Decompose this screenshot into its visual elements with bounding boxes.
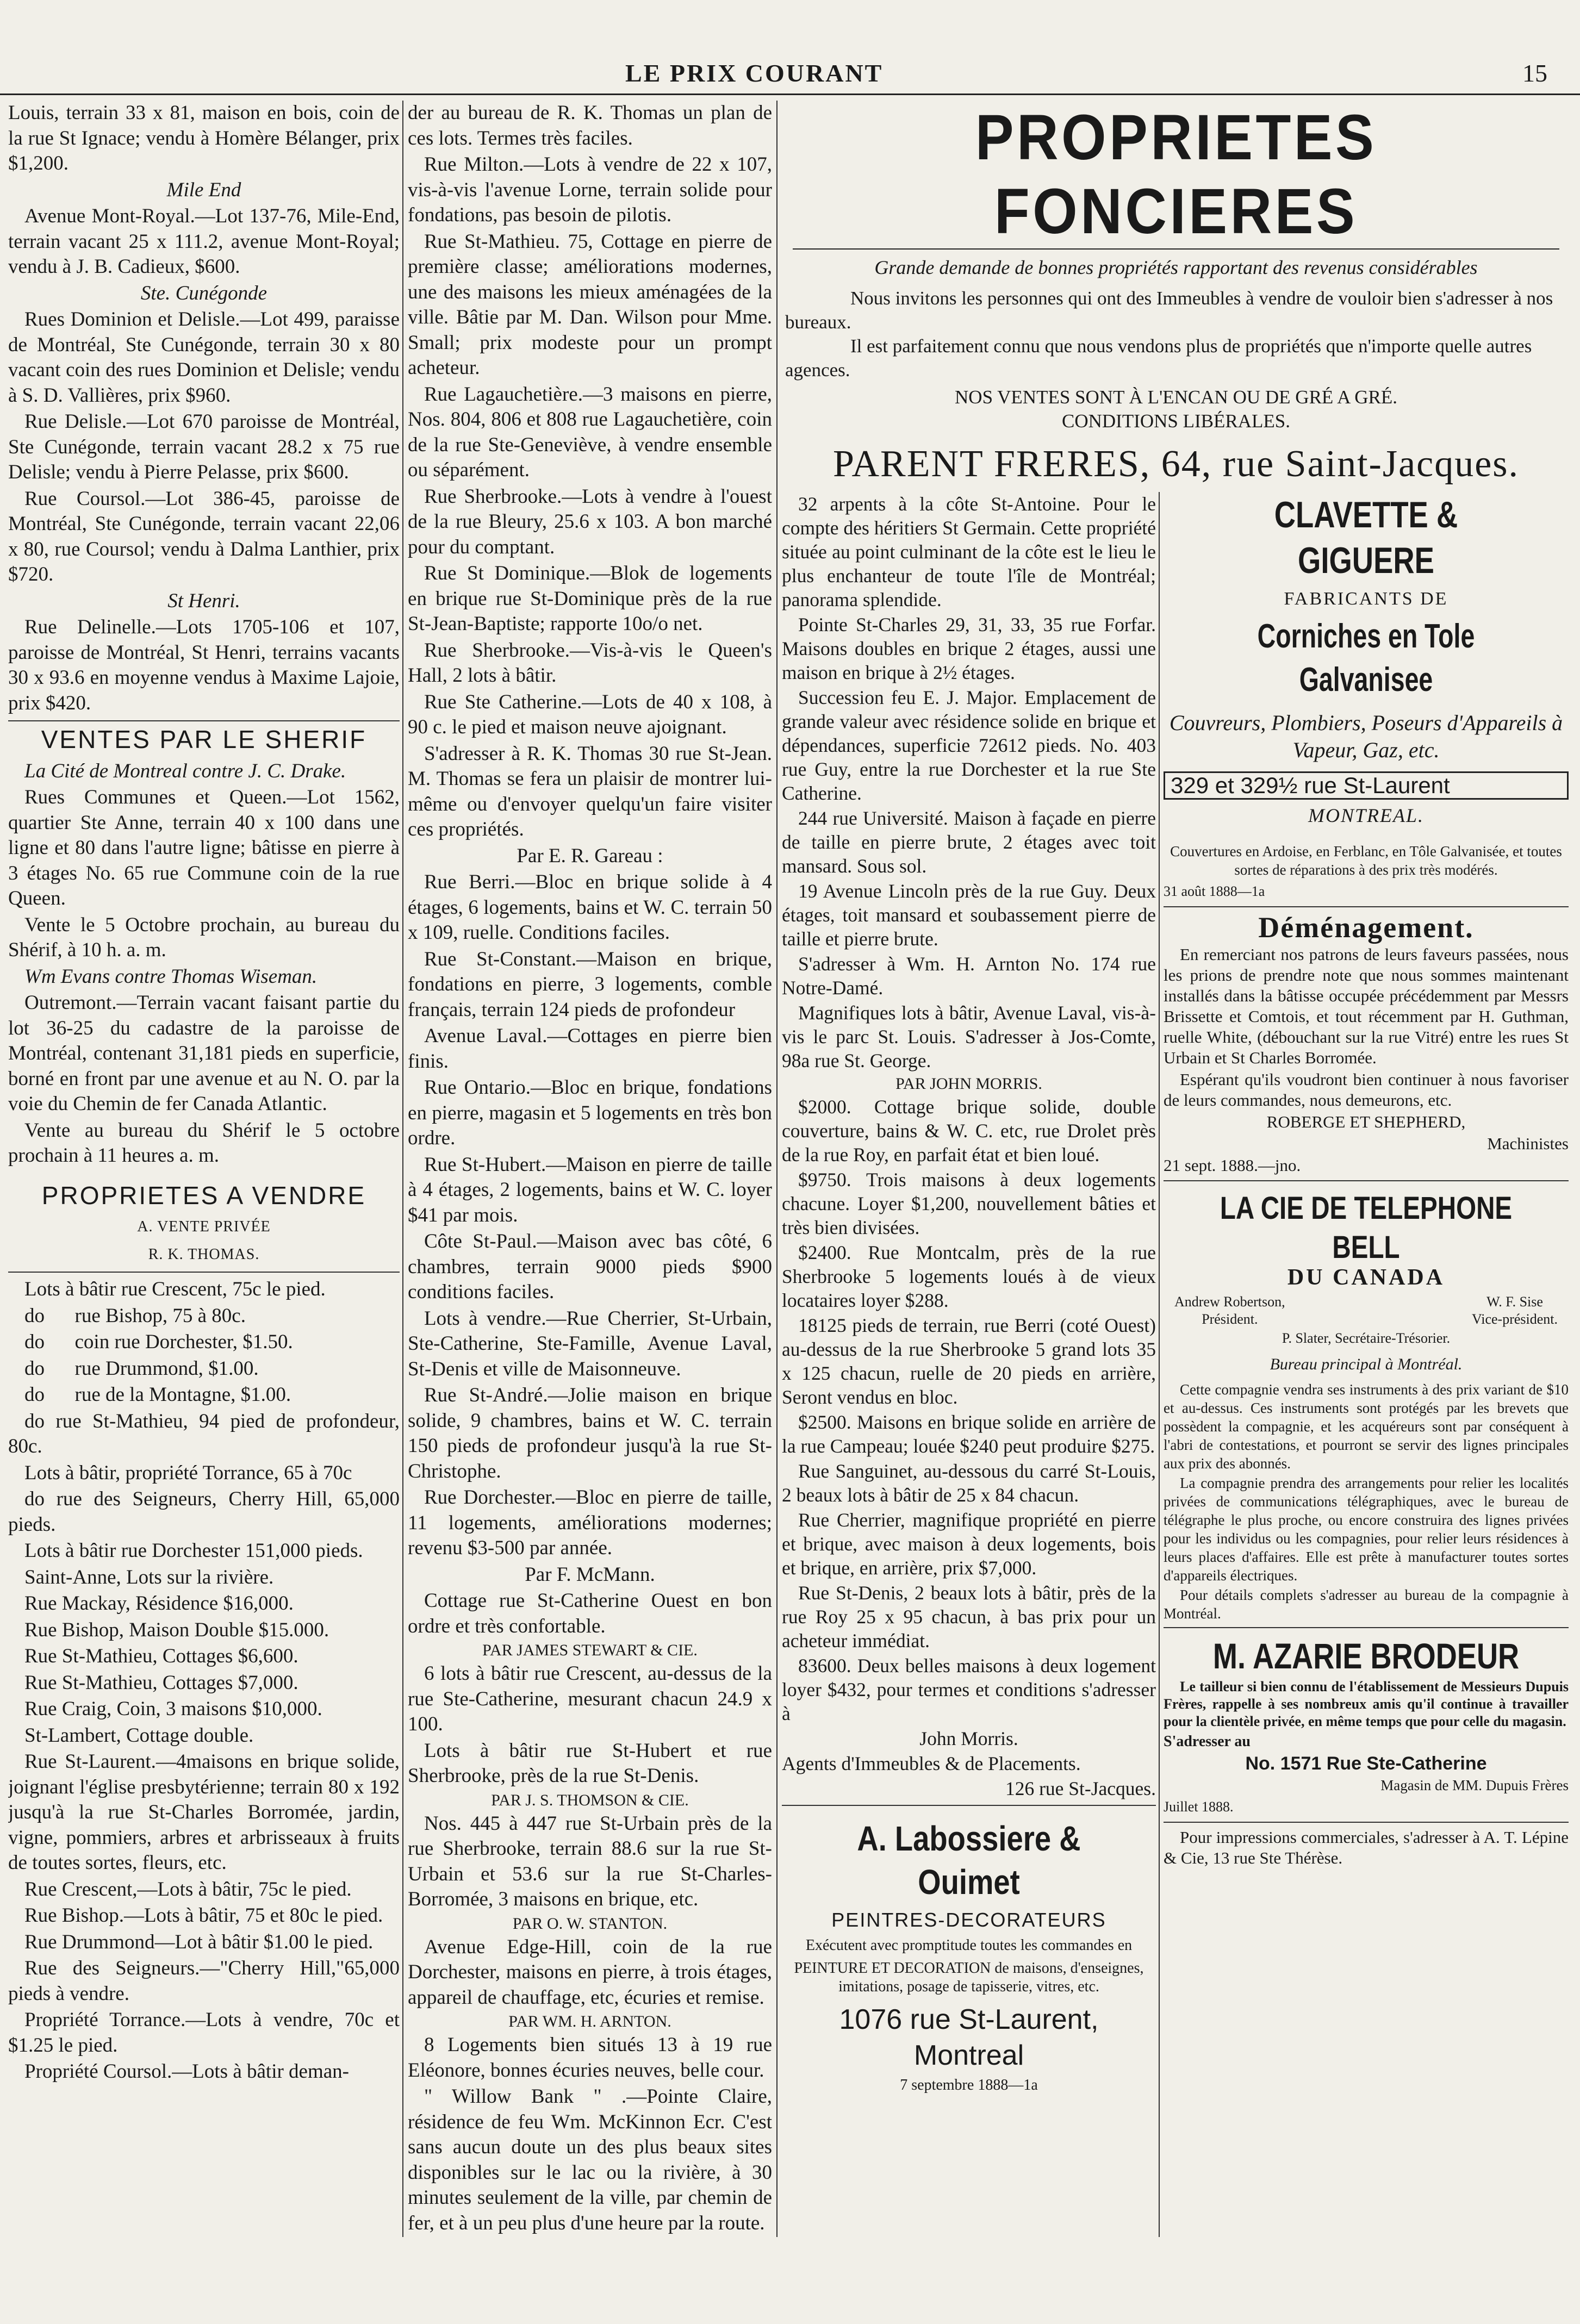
officer — [1472, 1293, 1558, 1328]
officer — [1174, 1293, 1285, 1328]
list-item: Lots à bâtir, propriété Torrance, 65 à 70c — [24, 1461, 352, 1484]
section-heading: Mile End — [166, 178, 241, 201]
paragraph: Rue Bishop.—Lots à bâtir, 75 et 80c le pied. — [24, 1904, 383, 1927]
paragraph: Rue Sherbrooke.—Vis-à-vis le Queen's Hall, 2 lots à bâtir. — [408, 639, 772, 687]
paragraph: Propriété Coursol.—Lots à bâtir deman- — [24, 2060, 350, 2083]
paragraph: Côte St-Paul.—Maison avec bas côté, 6 chambres, terrain 9000 pieds $900 conditions faciles. — [408, 1230, 772, 1303]
paragraph: S'adresser à Wm. H. Arnton No. 174 rue Notre-Damé. — [782, 953, 1156, 999]
paragraph: Pour impressions commerciales, s'adresser à A. T. Lépine & Cie, 13 rue Ste Thérèse. — [1164, 1828, 1569, 1867]
proprietes-foncieres-banner — [782, 101, 1570, 488]
agent-heading: Par F. McMann. — [525, 1563, 655, 1586]
list-item: Saint-Anne, Lots sur la rivière. — [24, 1566, 274, 1588]
list-item: Rue St-Mathieu, Cottages $7,000. — [24, 1671, 298, 1694]
agent-heading: PAR JOHN MORRIS. — [895, 1075, 1042, 1093]
paragraph: Rue Delisle.—Lot 670 paroisse de Montréal, Ste Cunégonde, terrain vacant 28.2 x 75 rue Delisle; vendu à Pierre Pelasse, prix $600. — [8, 410, 400, 483]
ad-address: 1076 rue St-Laurent, Montreal — [839, 2004, 1099, 2071]
paragraph: Cette compagnie vendra ses instruments à des prix variant de $10 et au-dessus. Ces instruments sont protégés par les brevets que possèdent la compagnie, et les acquéreurs sont par conséquent à l'abri de contestations, et pourront se servir des lignes principales aux prix des abonnés. — [1164, 1381, 1569, 1472]
officer: P. Slater, Secrétaire-Trésorier. — [1282, 1330, 1451, 1346]
ad-text: PEINTURE ET DECORATION de maisons, d'enseignes, imitations, posage de tapisserie, vitres, etc. — [794, 1960, 1144, 1995]
paragraph: Cottage rue St-Catherine Ouest en bon ordre et très confortable. — [408, 1590, 772, 1637]
paragraph: 244 rue Université. Maison à façade en pierre de taille en pierre brute, 2 étages avec toit mansard. Sous sol. — [782, 807, 1156, 877]
list-item: do rue de la Montagne, $1.00. — [24, 1384, 291, 1406]
banner-title: PROPRIETES FONCIERES — [975, 102, 1377, 247]
paragraph: Lots à bâtir rue St-Hubert et rue Sherbrooke, près de la rue St-Denis. — [408, 1739, 772, 1787]
paragraph: 8 Logements bien situés 13 à 19 rue Eléonore, bonnes écuries neuves, belle cour. — [408, 2034, 772, 2082]
paragraph: 32 arpents à la côte St-Antoine. Pour le compte des héritiers St Germain. Cette propriété située au point culminant de la côte est le lieu le plus enchanteur de toute l'île de Montréal; panorama splendide. — [782, 493, 1156, 610]
banner-paragraph: Nous invitons les personnes qui ont des Immeubles à vendre de vouloir bien s'adresser à nos bureaux. — [785, 288, 1553, 333]
paragraph: $2000. Cottage brique solide, double couverture, bains & W. C. etc, rue Drolet près de la rue Roy, en parfait état et bien loué. — [782, 1096, 1156, 1166]
paragraph: S'adresser au — [1164, 1733, 1251, 1750]
paragraph: Rue Coursol.—Lot 386-45, paroisse de Montréal, Ste Cunégonde, terrain vacant 22,06 x 80, rue Coursol; vendu à Dalma Lanthier, prix $720. — [8, 487, 400, 585]
ad-text: Exécutent avec promptitude toutes les commandes en — [805, 1937, 1133, 1954]
list-item: do rue Drummond, $1.00. — [24, 1357, 259, 1380]
paragraph: Propriété Torrance.—Lots à vendre, 70c et $1.25 le pied. — [8, 2009, 400, 2057]
clavette-subtitle: FABRICANTS DE — [1284, 589, 1448, 609]
clavette-city: MONTREAL. — [1308, 805, 1424, 826]
paragraph: Rue St-Laurent.—4maisons en brique solide, joignant l'église presbytérienne; terrain 80 x 192 jusqu'à la rue St-Charles Borromée, jardin, vigne, pommiers, arbres et arbrisseaux à fruits de toutes sortes, fleurs, etc. — [8, 1750, 400, 1874]
date-line: 21 sept. 1888.—jno. — [1164, 1156, 1301, 1175]
header-rule — [0, 94, 1580, 95]
divider — [8, 720, 400, 721]
paragraph: Rue Dorchester.—Bloc en pierre de taille, 11 logements, améliorations modernes; revenu $3-500 par année. — [408, 1486, 772, 1559]
list-item: Rue Mackay, Résidence $16,000. — [24, 1592, 294, 1615]
divider — [8, 1272, 400, 1273]
paragraph: Le tailleur si bien connu de l'établissement de Messieurs Dupuis Frères, rappelle à ses nombreux amis qu'il continue à travailler pour la clientèle privée, en même temps que pour celle du magasin. — [1164, 1679, 1569, 1729]
paragraph: Pour détails complets s'adresser au bureau de la compagnie à Montréal. — [1164, 1587, 1569, 1622]
banner-line: CONDITIONS LIBÉRALES. — [1062, 410, 1290, 432]
paragraph: Lots à vendre.—Rue Cherrier, St-Urbain, Ste-Catherine, Ste-Famille, Avenue Laval, St-Denis et ville de Maisonneuve. — [408, 1307, 772, 1380]
divider — [1164, 1180, 1569, 1181]
divider — [1164, 906, 1569, 907]
officer-name: W. F. Sise — [1486, 1294, 1543, 1310]
column-3 — [782, 492, 1156, 2240]
paragraph: Rue St-Constant.—Maison en brique, fondations en pierre, 3 logements, comble français, terrain 124 pieds de profondeur — [408, 948, 772, 1021]
paragraph: Rue Lagauchetière.—3 maisons en pierre, Nos. 804, 806 et 808 rue Lagauchetière, coin de la rue Ste-Geneviève, à vendre ensemble ou séparément. — [408, 383, 772, 481]
page-number: 15 — [1522, 59, 1547, 87]
officer-name: Andrew Robertson, — [1174, 1294, 1285, 1310]
paragraph: Rue St Dominique.—Blok de logements en brique rue St-Dominique près de la rue St-Jean-Baptiste; rapporte 10o/o net. — [408, 562, 772, 635]
paragraph: Rue Berri.—Bloc en brique solide à 4 étages, 6 logements, bains et W. C. terrain 50 x 109, ruelle. Conditions faciles. — [408, 871, 772, 944]
list-item: do rue St-Mathieu, 94 pied de profondeur, 80c. — [8, 1410, 400, 1457]
paragraph: Vente le 5 Octobre prochain, au bureau du Shérif, à 10 h. a. m. — [8, 913, 400, 961]
bell-officers — [1164, 1293, 1569, 1328]
column-divider-1 — [402, 101, 403, 2237]
paragraph: La compagnie prendra des arrangements pour relier les localités privées de communications télégraphiques, avec le bureau de télégraphe le plus proche, ou encore construira des lignes privées pour les individus ou les compagnies, pour relier leurs résidences à leurs places d'affaires. Elle est prête à manufacturer toutes sortes d'appareils électriques. — [1164, 1475, 1569, 1584]
divider — [1164, 1627, 1569, 1628]
agent-heading: PAR J. S. THOMSON & CIE. — [491, 1791, 689, 1809]
agent-heading: PAR WM. H. ARNTON. — [508, 2013, 671, 2030]
section-heading: St Henri. — [167, 589, 240, 612]
paragraph: $2500. Maisons en brique solide en arrière de la rue Campeau; louée $240 peut produire $275. — [782, 1411, 1156, 1457]
paragraph: Rue St-Hubert.—Maison en pierre de taille à 4 étages, 2 logements, bains et W. C. loyer $41 par mois. — [408, 1153, 772, 1226]
divider — [793, 248, 1559, 250]
column-divider-2 — [776, 101, 777, 2237]
paragraph: Magasin de MM. Dupuis Frères — [1380, 1777, 1569, 1793]
paragraph: Rue Sherbrooke.—Lots à vendre à l'ouest de la rue Bleury, 25.6 x 103. A bon marché pour du comptant. — [408, 485, 772, 558]
paragraph: 19 Avenue Lincoln près de la rue Guy. Deux étages, toit mansard et soubassement pierre de taille et pierre brute. — [782, 880, 1156, 950]
paragraph: Avenue Edge-Hill, coin de la rue Dorchester, maisons en pierre, à trois étages, appareil de chauffage, etc, écuries et remise. — [408, 1935, 772, 2009]
paragraph: 6 lots à bâtir rue Crescent, au-dessus de la rue Ste-Catherine, mesurant chacun 24.9 x 100. — [408, 1662, 772, 1735]
list-item: Rue St-Mathieu, Cottages $6,600. — [24, 1645, 298, 1667]
paragraph: $9750. Trois maisons à deux logements chacune. Loyer $1,200, nouvellement bâties et très bien divisées. — [782, 1169, 1156, 1238]
paragraph: Rue Sanguinet, au-dessous du carré St-Louis, 2 beaux lots à bâtir de 25 x 84 chacun. — [782, 1460, 1156, 1506]
paragraph: Avenue Laval.—Cottages en pierre bien finis. — [408, 1025, 772, 1073]
paragraph: Rue des Seigneurs.—"Cherry Hill,"65,000 pieds à vendre. — [8, 1957, 400, 2005]
list-item: Lots à bâtir rue Dorchester 151,000 pieds. — [24, 1540, 363, 1562]
divider — [1164, 1822, 1569, 1823]
officer-role: Président. — [1202, 1311, 1258, 1327]
labossiere-ad — [782, 1817, 1156, 2097]
list-item: do rue Bishop, 75 à 80c. — [24, 1304, 246, 1327]
paragraph: Rue Crescent,—Lots à bâtir, 75c le pied. — [24, 1878, 352, 1901]
paragraph: La Cité de Montreal contre J. C. Drake. — [24, 759, 346, 782]
paragraph: Rue Milton.—Lots à vendre de 22 x 107, vis-à-vis l'avenue Lorne, terrain solide pour fondations, pas besoin de pilotis. — [408, 153, 772, 226]
list-item: do coin rue Dorchester, $1.50. — [24, 1331, 293, 1353]
paragraph: Espérant qu'ils voudront bien continuer à nous favoriser de leurs commandes, nous demeurons, etc. — [1164, 1070, 1569, 1110]
agent-heading: PAR JAMES STEWART & CIE. — [482, 1641, 698, 1659]
paragraph: S'adresser à R. K. Thomas 30 rue St-Jean. M. Thomas se fera un plaisir de montrer lui-même ou d'envoyer quelqu'un faire visiter ces propriétés. — [408, 742, 772, 840]
paragraph: 126 rue St-Jacques. — [1005, 1778, 1156, 1799]
paragraph: Pointe St-Charles 29, 31, 33, 35 rue Forfar. Maisons doubles en brique 2 étages, aussi une maison en brique à 2½ étages. — [782, 614, 1156, 683]
paragraph: Magnifiques lots à bâtir, Avenue Laval, vis-à-vis le parc St. Louis. S'adresser à Jos-Comte, 98a rue St. George. — [782, 1002, 1156, 1071]
list-item: St-Lambert, Cottage double. — [24, 1724, 254, 1747]
list-item: do rue des Seigneurs, Cherry Hill, 65,000 pieds. — [8, 1488, 400, 1536]
clavette-address: 329 et 329½ rue St-Laurent — [1164, 771, 1569, 800]
paragraph: Avenue Mont-Royal.—Lot 137-76, Mile-End, terrain vacant 25 x 111.2, avenue Mont-Royal; vendu à J. B. Cadieux, $600. — [8, 205, 400, 278]
paragraph: Rue Delinelle.—Lots 1705-106 et 107, paroisse de Montréal, St Henri, terrains vacants 30 x 93.6 en moyenne vendus à Maxime Lajoie, prix $420. — [8, 616, 400, 714]
demenagement-title: Déménagement. — [1258, 911, 1474, 944]
paragraph: " Willow Bank " .—Pointe Claire, résidence de feu Wm. McKinnon Ecr. C'est sans aucun doute un des plus beaux sites disponibles sur le lac ou la rivière, à 30 minutes seulement de la ville, par chemin de fer, et à un peu plus d'une heure par la route. — [408, 2085, 772, 2234]
column-divider-3 — [1159, 492, 1160, 2237]
list-item: Rue Bishop, Maison Double $15.000. — [24, 1618, 329, 1641]
paragraph: Agents d'Immeubles & de Placements. — [782, 1753, 1081, 1774]
paragraph: Louis, terrain 33 x 81, maison en bois, coin de la rue St Ignace; vendu à Homère Bélanger, prix $1,200. — [8, 102, 400, 175]
clavette-title: CLAVETTE & GIGUERE — [1274, 494, 1458, 581]
ad-date: 7 septembre 1888—1a — [900, 2077, 1038, 2094]
newspaper-title: LE PRIX COURANT — [625, 59, 884, 87]
signature: John Morris. — [919, 1728, 1018, 1749]
clavette-trades: Couvreurs, Plombiers, Poseurs d'Appareils à Vapeur, Gaz, etc. — [1169, 711, 1563, 762]
paragraph: Rues Communes et Queen.—Lot 1562, quartier Ste Anne, terrain 40 x 100 dans une ligne et 80 dans l'autre ligne; bâtisse en pierre à 3 étages No. 65 rue Commune coin de la rue Queen. — [8, 786, 400, 909]
clavette-text: Couvertures en Ardoise, en Ferblanc, en Tôle Galvanisée, et toutes sortes de réparations à des prix très modérés. — [1170, 843, 1562, 878]
clavette-date: 31 août 1888—1a — [1164, 883, 1265, 899]
paragraph: der au bureau de R. K. Thomas un plan de ces lots. Termes très faciles. — [408, 102, 772, 149]
date-line: Juillet 1888. — [1164, 1799, 1234, 1815]
paragraph: Vente au bureau du Shérif le 5 octobre prochain à 11 heures a. m. — [8, 1119, 400, 1167]
paragraph: Rue Ontario.—Bloc en brique, fondations en pierre, magasin et 5 logements en très bon ordre. — [408, 1076, 772, 1149]
list-item: Rue Craig, Coin, 3 maisons $10,000. — [24, 1698, 322, 1720]
paragraph: Rue St-André.—Jolie maison en brique solide, 9 chambres, bains et W. C. terrain 150 pieds de profondeur jusqu'à la rue St-Christophe. — [408, 1384, 772, 1482]
banner-subtitle: Grande demande de bonnes propriétés rapportant des revenus considérables — [874, 257, 1478, 278]
banner-firm: PARENT FRERES, 64, rue Saint-Jacques. — [832, 443, 1520, 485]
officer-role: Vice-président. — [1472, 1311, 1558, 1327]
section-heading: Ste. Cunégonde — [140, 282, 268, 304]
signature-line: Machinistes — [1487, 1134, 1569, 1153]
ad-title: A. Labossiere & Ouimet — [857, 1819, 1081, 1902]
paragraph: Succession feu E. J. Major. Emplacement de grande valeur avec résidence solide en brique et dépendances, superficie 72612 pieds. No. 403 rue Guy, entre la rue Dorchester et la rue Ste Catherine. — [782, 687, 1156, 804]
paragraph: En remerciant nos patrons de leurs faveurs passées, nous les prions de prendre note que nous sommes maintenant installés dans la bâtisse occupée précédemment par Messrs Brissette et Comtois, et tout récemment par H. Guthman, ruelle White, (débouchant sur la rue Vitré) entre les rues St Urbain et St Charles Borromée. — [1164, 945, 1569, 1067]
paragraph: $2400. Rue Montcalm, près de la rue Sherbrooke 5 logements loués à de vieux locataires loyer $288. — [782, 1242, 1156, 1311]
column-2 — [408, 101, 772, 2237]
paragraph: Rue Ste Catherine.—Lots de 40 x 108, à 90 c. le pied et maison neuve ajoignant. — [408, 690, 772, 738]
subheading: R. K. THOMAS. — [148, 1245, 260, 1263]
paragraph: Rues Dominion et Delisle.—Lot 499, paraisse de Montréal, Ste Cunégonde, terrain 30 x 80 vacant coin des rues Dominion et Delisle; vendu à S. D. Vallières, prix $960. — [8, 308, 400, 407]
bell-subtitle: DU CANADA — [1287, 1265, 1445, 1290]
column-4 — [1164, 492, 1569, 2253]
banner-line: NOS VENTES SONT À L'ENCAN OU DE GRÉ A GRÉ. — [955, 387, 1397, 408]
agent-heading: Par E. R. Gareau : — [517, 844, 663, 867]
paragraph: Nos. 445 à 447 rue St-Urbain près de la rue Sherbrooke, terrain 88.6 sur la rue St-Urbain et 53.6 sur la rue St-Charles-Borromée, 3 maisons en brique, etc. — [408, 1812, 772, 1910]
column-1 — [8, 101, 400, 2237]
sherif-heading: VENTES PAR LE SHERIF — [41, 725, 367, 753]
bell-bureau: Bureau principal à Montréal. — [1270, 1355, 1463, 1373]
clavette-product: Corniches en Tole Galvanisee — [1257, 618, 1475, 699]
paragraph: 83600. Deux belles maisons à deux logement loyer $432, pour termes et conditions s'adresser à — [782, 1655, 1156, 1724]
brodeur-title: M. AZARIE BRODEUR — [1212, 1636, 1520, 1676]
banner-paragraph: Il est parfaitement connu que nous vendons plus de propriétés que n'importe quelle autres agences. — [785, 335, 1532, 381]
subheading: A. VENTE PRIVÉE — [137, 1218, 271, 1235]
paragraph: Rue St-Denis, 2 beaux lots à bâtir, près de la rue Roy 25 x 95 chacun, à bas prix pour un acheteur immédiat. — [782, 1582, 1156, 1652]
proprietes-heading: PROPRIETES A VENDRE — [41, 1181, 366, 1210]
ad-subtitle: PEINTRES-DECORATEURS — [831, 1909, 1106, 1931]
paragraph: 18125 pieds de terrain, rue Berri (coté Ouest) au-dessus de la rue Sherbrooke 5 grand lots 35 x 125 chacun, ruelle de 20 pieds en arrière, Seront vendus en bloc. — [782, 1314, 1156, 1408]
paragraph: Rue St-Mathieu. 75, Cottage en pierre de première classe; améliorations modernes, une des maisons les mieux aménagées de la ville. Bâtie par M. Dan. Wilson pour Mme. Small; prix modeste pour un prompt acheteur. — [408, 230, 772, 379]
divider — [782, 1805, 1156, 1806]
agent-heading: PAR O. W. STANTON. — [512, 1914, 668, 1933]
signature: ROBERGE ET SHEPHERD, — [1266, 1112, 1466, 1131]
paragraph: Wm Evans contre Thomas Wiseman. — [24, 965, 318, 988]
paragraph: Rue Cherrier, magnifique propriété en pierre et brique, avec maison à deux logements, bois et brique, en arrière, prix $7,000. — [782, 1509, 1156, 1579]
paragraph: Outremont.—Terrain vacant faisant partie du lot 36-25 du cadastre de la paroisse de Montréal, contenant 31,181 pieds en superficie, borné en front par une avenue et au N. O. par la voie du Chemin de fer Canada Atlantic. — [8, 992, 400, 1115]
brodeur-address: No. 1571 Rue Ste-Catherine — [1245, 1753, 1487, 1774]
paragraph: Rue Drummond—Lot à bâtir $1.00 le pied. — [24, 1930, 374, 1953]
running-header — [0, 59, 1580, 91]
bell-title: LA CIE DE TELEPHONE BELL — [1220, 1191, 1513, 1265]
list-item: Lots à bâtir rue Crescent, 75c le pied. — [24, 1278, 326, 1300]
